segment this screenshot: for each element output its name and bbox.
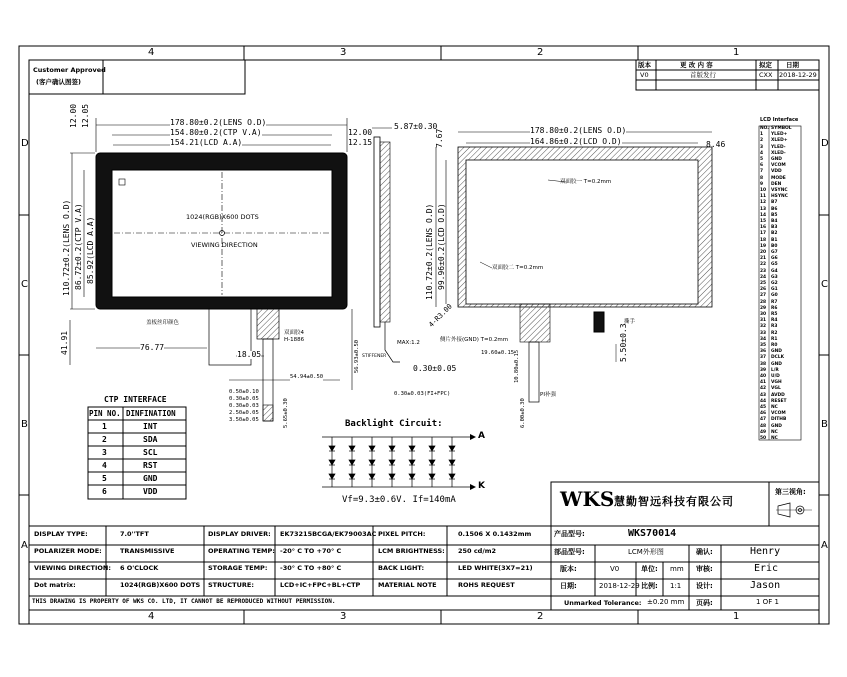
- lcd-signal: B2: [771, 231, 778, 237]
- tb-scale-label: 比例:: [641, 582, 658, 590]
- lcd-pin: 28: [760, 299, 767, 305]
- lcd-signal: G0: [771, 293, 778, 299]
- lcd-signal: GND: [771, 423, 782, 429]
- back-tape1: 双面胶一 T=0.2mm: [560, 179, 612, 185]
- lcd-pin: 27: [760, 293, 767, 299]
- spec-value: ROHS REQUEST: [458, 581, 515, 589]
- led-diode: [449, 446, 455, 451]
- zone-right-a: A: [821, 540, 828, 551]
- spec-label: DISPLAY TYPE:: [34, 530, 88, 538]
- lcd-pin: 14: [760, 212, 767, 218]
- side-thickness: 5.87±0.30: [394, 122, 438, 131]
- front-dim-5-65: 5.65±0.30: [283, 398, 289, 428]
- led-grid: [329, 437, 455, 487]
- lcd-pin: 6: [760, 163, 764, 169]
- led-diode: [429, 474, 435, 479]
- lcd-pin: 35: [760, 343, 767, 348]
- ctp-signal: SCL: [143, 448, 158, 457]
- zone-bottom-4: 4: [148, 611, 155, 622]
- back-gnd: 侧片外接(GND) T=0.2mm: [440, 337, 509, 343]
- ctp-signal: RST: [143, 461, 158, 470]
- spec-value: 250 cd/m2: [458, 547, 497, 555]
- front-pitch-3: 0.30±0.03: [229, 403, 259, 409]
- zone-top-3: 3: [340, 47, 347, 58]
- lcd-pin: 30: [760, 312, 767, 317]
- lcd-signal: R3: [771, 324, 778, 330]
- side-dim-0-30: 0.30±0.05: [413, 364, 457, 373]
- led-diode: [429, 446, 435, 451]
- lcd-pin: 21: [760, 256, 767, 262]
- front-fpc-note: 盖板丝印颜色: [146, 320, 180, 326]
- lcd-pin: 48: [760, 423, 767, 429]
- lcd-pin: 18: [760, 237, 767, 243]
- lcd-pin: 45: [760, 405, 767, 410]
- led-diode: [409, 446, 415, 451]
- lcd-signal: G1: [771, 287, 778, 293]
- tb-date: 2018-12-29: [599, 582, 640, 590]
- tb-review: Eric: [754, 563, 779, 574]
- lcd-signal: VGL: [771, 386, 781, 392]
- lcd-signal: YLED+: [771, 132, 788, 138]
- ctp-header-definition: DINFINATION: [126, 409, 176, 418]
- led-diode: [369, 474, 375, 479]
- lcd-signal: R5: [771, 312, 778, 317]
- lcd-signal: MODE: [771, 175, 786, 181]
- lcd-pin: 50: [760, 436, 767, 441]
- tb-unit-label: 单位:: [641, 565, 658, 573]
- zone-bottom-2: 2: [537, 611, 544, 622]
- lcd-signal: G2: [771, 281, 778, 286]
- led-diode: [329, 460, 335, 465]
- back-dim-6-00: 6.00±0.30: [520, 398, 526, 428]
- lcd-pin: 4: [760, 150, 764, 156]
- lcd-pin: 19: [760, 243, 767, 249]
- lcd-pin: 8: [760, 175, 764, 181]
- lcd-signal: YLED-: [771, 144, 786, 150]
- spec-value: -30° C TO +80° C: [280, 564, 342, 572]
- lcd-pin: 1: [760, 132, 764, 138]
- lcd-pin: 26: [760, 287, 767, 293]
- spec-label: PIXEL PITCH:: [378, 530, 426, 538]
- tb-design: Jason: [750, 580, 781, 591]
- rev-change: 首版发行: [690, 71, 716, 79]
- lcd-signal: B7: [771, 200, 778, 206]
- lcd-pin: 42: [760, 386, 767, 392]
- led-diode: [409, 474, 415, 479]
- lcd-signal: DCLK: [771, 355, 785, 361]
- lcd-signal: B1: [771, 237, 778, 243]
- backlight-spec: Vf=9.3±0.6V. If=140mA: [342, 495, 456, 505]
- lcd-signal: U/D: [771, 374, 780, 379]
- tb-version-label: 版本:: [560, 565, 577, 573]
- lcd-signal: AVDD: [771, 392, 785, 398]
- back-lcd-od-width: 164.86±0.2(LCD O.D): [530, 137, 622, 146]
- lcd-pin: NO.: [760, 126, 769, 131]
- spec-label: VIEWING DIRECTION:: [34, 564, 111, 572]
- led-diode: [389, 460, 395, 465]
- lcd-signal: RESET: [771, 398, 787, 404]
- lcd-signal: R7: [771, 299, 778, 305]
- rev-header-change: 更 改 内 容: [680, 61, 713, 69]
- lcd-signal: NC: [771, 429, 778, 435]
- lcd-pin: 34: [760, 336, 767, 342]
- front-dim-12-00-right: 12.00: [348, 128, 373, 137]
- lcd-pin: 7: [760, 169, 764, 175]
- lcd-signal: VSYNC: [771, 188, 788, 193]
- front-lens-od-height: 110.72±0.2(LENS O.D): [62, 199, 71, 296]
- lcd-signal: VCOM: [771, 411, 786, 417]
- zone-left-a: A: [21, 540, 28, 551]
- lcd-pin: 22: [760, 262, 767, 268]
- lcd-pin: 31: [760, 318, 767, 324]
- back-dim-8-46: 8.46: [706, 140, 726, 149]
- lcd-signal: HSYNC: [771, 194, 788, 200]
- led-diode: [369, 446, 375, 451]
- lcd-signal: GND: [771, 157, 782, 162]
- lcd-pin: 24: [760, 274, 767, 280]
- customer-approved-cn: (客户确认图签): [36, 78, 81, 86]
- front-viewing-label: VIEWING DIRECTION: [191, 241, 258, 249]
- front-pitch-2: 0.30±0.05: [229, 396, 259, 402]
- lcd-pin: 46: [760, 411, 767, 417]
- spec-label: POLARIZER MODE:: [34, 547, 102, 555]
- spec-value: 0.1506 X 0.1432mm: [458, 530, 532, 538]
- lcd-pin: 13: [760, 206, 767, 212]
- ctp-pin: 6: [102, 487, 107, 496]
- ctp-signal: SDA: [143, 435, 158, 444]
- zone-bottom-1: 1: [733, 611, 740, 622]
- lcd-signal: XLED+: [771, 138, 788, 144]
- lcd-pin: 38: [760, 361, 767, 367]
- spec-value: -20° C TO +70° C: [280, 547, 342, 555]
- lcd-signal: B3: [771, 225, 778, 231]
- zone-left-b: B: [21, 419, 28, 430]
- lcd-signal: B4: [771, 219, 778, 224]
- projection-label: 第三视角:: [775, 488, 806, 496]
- lcd-pin: 29: [760, 305, 767, 311]
- lcd-signal: G7: [771, 250, 778, 255]
- back-dim-5-50: 5.50±0.3: [619, 323, 628, 362]
- back-radius: 4-R3.00: [427, 302, 454, 329]
- lcd-pin: 40: [760, 374, 767, 379]
- lcd-signal: G6: [771, 256, 778, 262]
- back-handle: 撕手: [624, 319, 636, 325]
- front-connector-note2: H-1886: [284, 337, 305, 343]
- lcd-pin: 43: [760, 392, 767, 398]
- front-ctp-va-width: 154.80±0.2(CTP V.A): [170, 128, 262, 137]
- lcd-pin: 36: [760, 349, 767, 355]
- lcd-interface-title: LCD Interface: [760, 117, 799, 123]
- company-logo: WKS: [560, 487, 615, 511]
- tb-design-label: 设计:: [696, 582, 713, 590]
- front-dim-12-15: 12.15: [348, 138, 373, 147]
- spec-value: LED WHITE(3X7=21): [458, 564, 533, 572]
- rev-header-version: 版本: [638, 61, 651, 69]
- tb-date-label: 日期:: [560, 582, 577, 590]
- tb-version: V0: [610, 565, 620, 573]
- lcd-signal: XLED-: [771, 150, 786, 156]
- lcd-signal: L/R: [771, 367, 779, 373]
- front-dim-76-77: 76.77: [140, 343, 165, 352]
- ctp-signal: GND: [143, 474, 158, 483]
- front-ctp-va-height: 86.72±0.2(CTP V.A): [74, 203, 83, 290]
- lcd-pin: 23: [760, 268, 767, 274]
- front-dim-54-94: 54.94±0.50: [290, 374, 324, 380]
- led-diode: [449, 474, 455, 479]
- spec-value: 6 O'CLOCK: [120, 564, 159, 572]
- lcd-signal: G5: [771, 262, 778, 268]
- ctp-pin: 3: [102, 448, 107, 457]
- lcd-pin: 33: [760, 330, 767, 336]
- front-dim-12-05: 12.05: [81, 103, 90, 128]
- spec-label: STRUCTURE:: [208, 581, 254, 589]
- lcd-pin: 41: [760, 380, 767, 386]
- lcd-pin: 9: [760, 181, 764, 187]
- back-dim-7-67: 7.67: [435, 128, 444, 148]
- tb-part-no-label: 产品型号:: [554, 530, 585, 538]
- lcd-pin: 3: [760, 144, 764, 150]
- tb-part-name-label: 部品型号:: [554, 548, 585, 556]
- led-diode: [349, 446, 355, 451]
- back-lcd-od-height: 99.96±0.2(LCD O.D): [437, 203, 446, 290]
- lcd-pin: 20: [760, 250, 767, 255]
- zone-right-b: B: [821, 419, 828, 430]
- lcd-signal: G4: [771, 268, 778, 274]
- front-lcd-aa-width: 154.21(LCD A.A): [170, 138, 243, 147]
- ctp-pin: 4: [102, 461, 107, 470]
- spec-label: STORAGE TEMP:: [208, 564, 268, 572]
- lcd-pin: 10: [760, 188, 767, 193]
- lcd-pin: 39: [760, 367, 767, 373]
- lcd-signal: GND: [771, 361, 782, 367]
- lcd-signal: R6: [771, 305, 778, 311]
- front-dots-label: 1024(RGB)X600 DOTS: [186, 213, 259, 221]
- zone-top-2: 2: [537, 47, 544, 58]
- backlight-title: Backlight Circuit:: [345, 419, 443, 429]
- front-dim-56-93: 56.93±0.50: [354, 339, 360, 373]
- zone-left-d: D: [21, 138, 29, 149]
- spec-label: Dot matrix:: [34, 581, 76, 589]
- zone-top-1: 1: [733, 47, 740, 58]
- front-pitch-4: 2.50±0.05: [229, 410, 259, 416]
- front-pitch-1: 0.50±0.10: [229, 389, 259, 395]
- lcd-pin: 15: [760, 219, 767, 224]
- back-pi: PI补强: [540, 392, 556, 398]
- spec-value: EK73215BCGA/EK79003AC: [280, 530, 377, 538]
- front-connector-note: 双面胶4: [284, 330, 304, 336]
- back-lens-od-width: 178.80±0.2(LENS O.D): [530, 126, 627, 135]
- front-lens-od-width: 178.80±0.2(LENS O.D): [170, 118, 267, 127]
- tb-part-name: LCM外形图: [628, 548, 664, 556]
- lcd-pin: 37: [760, 355, 767, 361]
- front-dim-41-91: 41.91: [60, 330, 69, 355]
- lcd-pin: 16: [760, 225, 767, 231]
- lcd-signal: R2: [771, 330, 778, 336]
- spec-label: LCM BRIGHTNESS:: [378, 547, 445, 555]
- rev-drafter: CXX: [759, 71, 773, 79]
- spec-value: 1024(RGB)X600 DOTS: [120, 581, 201, 589]
- ctp-pin: 2: [102, 435, 107, 444]
- back-dim-19-60: 19.60±0.15: [481, 350, 515, 356]
- lcd-pin: 32: [760, 324, 767, 330]
- led-diode: [349, 474, 355, 479]
- spec-label: BACK LIGHT:: [378, 564, 425, 572]
- lcd-signal: R4: [771, 318, 778, 324]
- front-lcd-aa-height: 85.92(LCD A.A): [86, 216, 95, 284]
- tb-page-label: 页码:: [696, 599, 713, 607]
- rev-header-date: 日期: [786, 61, 799, 69]
- lcd-signal: B6: [771, 206, 778, 212]
- led-diode: [349, 460, 355, 465]
- lcd-signal: SYMBOL: [771, 126, 792, 131]
- led-diode: [329, 474, 335, 479]
- spec-label: MATERIAL NOTE: [378, 581, 437, 589]
- zone-right-d: D: [821, 138, 829, 149]
- lcd-pin: 25: [760, 281, 767, 286]
- lcd-pin: 47: [760, 417, 767, 423]
- led-diode: [409, 460, 415, 465]
- lcd-signal: GND: [771, 349, 782, 355]
- tb-scale: 1:1: [670, 582, 682, 590]
- tb-page: 1 OF 1: [756, 598, 779, 606]
- lcd-signal: VCOM: [771, 163, 786, 169]
- lcd-pin: 17: [760, 231, 767, 237]
- zone-top-4: 4: [148, 47, 155, 58]
- back-tape2: 双面胶二 T=0.2mm: [492, 265, 544, 271]
- ctp-pin: 1: [102, 422, 107, 431]
- lcd-pin: 44: [760, 398, 767, 404]
- front-pitch-5: 3.50±0.05: [229, 417, 259, 423]
- backlight-anode: A: [478, 431, 485, 441]
- lcd-pin: 11: [760, 194, 767, 200]
- led-diode: [429, 460, 435, 465]
- led-diode: [329, 446, 335, 451]
- spec-label: DISPLAY DRIVER:: [208, 530, 271, 538]
- tb-tolerance-label: Unmarked Tolerance:: [564, 599, 642, 607]
- zone-bottom-3: 3: [340, 611, 347, 622]
- side-max: MAX:1.2: [397, 340, 420, 346]
- spec-value: TRANSMISSIVE: [120, 547, 175, 555]
- company-name: 慧勤智远科技有限公司: [614, 495, 734, 508]
- lcd-pin: 2: [760, 138, 764, 144]
- side-stiffener: STIFFENER: [362, 354, 387, 359]
- tb-tolerance: ±0.20 mm: [647, 598, 685, 606]
- lcd-signal: R1: [771, 336, 778, 342]
- spec-value: LCD+IC+FPC+BL+CTP: [280, 581, 361, 589]
- lcd-signal: B0: [771, 243, 778, 249]
- rev-version: V0: [640, 71, 649, 79]
- back-lens-od-height: 110.72±0.2(LENS O.D): [425, 203, 434, 300]
- property-footer: THIS DRAWING IS PROPERTY OF WKS CO. LTD, IT CANNOT BE REPRODUCED WITHOUT PERMISSION.: [32, 598, 336, 605]
- lcd-pin: 12: [760, 200, 767, 206]
- lcd-signal: NC: [771, 436, 778, 441]
- led-diode: [449, 460, 455, 465]
- lcd-signal: DEN: [771, 181, 782, 187]
- ctp-signal: VDD: [143, 487, 158, 496]
- ctp-header-pin: PIN NO.: [89, 409, 121, 418]
- spec-value: 7.0''TFT: [120, 530, 149, 538]
- tb-confirm-label: 确认:: [696, 548, 713, 556]
- lcd-signal: B5: [771, 212, 778, 218]
- zone-right-c: C: [821, 279, 828, 290]
- zone-left-c: C: [21, 279, 28, 290]
- side-dim-0-30b: 0.30±0.03(FI+FPC): [394, 391, 451, 397]
- tb-review-label: 审核:: [696, 565, 713, 573]
- lcd-signal: G3: [771, 274, 778, 280]
- ctp-pin: 5: [102, 474, 107, 483]
- led-diode: [389, 474, 395, 479]
- lcd-pin: 49: [760, 429, 767, 435]
- tb-confirm: Henry: [750, 546, 781, 557]
- lcd-signal: VGH: [771, 380, 782, 386]
- lcd-pin: 5: [760, 157, 764, 162]
- customer-approved-label: Customer Approved: [33, 66, 106, 74]
- rev-header-drafter: 拟定: [759, 61, 772, 69]
- front-dim-18-05: 18.05: [237, 350, 262, 359]
- lcd-signal: R0: [771, 343, 778, 348]
- backlight-cathode: K: [478, 481, 485, 491]
- ctp-interface-title: CTP INTERFACE: [104, 395, 167, 404]
- lcd-signal: DITHB: [771, 417, 787, 423]
- lcd-signal: VDD: [771, 169, 782, 175]
- led-diode: [389, 446, 395, 451]
- spec-label: OPERATING TEMP:: [208, 547, 275, 555]
- tb-unit: mm: [670, 565, 684, 573]
- led-diode: [369, 460, 375, 465]
- back-dim-10-80: 10.80±0.15: [514, 349, 520, 383]
- ctp-signal: INT: [143, 422, 158, 431]
- lcd-signal: NC: [771, 405, 778, 410]
- tb-part-no: WKS70014: [628, 528, 677, 539]
- rev-date: 2018-12-29: [779, 71, 817, 79]
- front-dim-12-00: 12.00: [69, 103, 78, 128]
